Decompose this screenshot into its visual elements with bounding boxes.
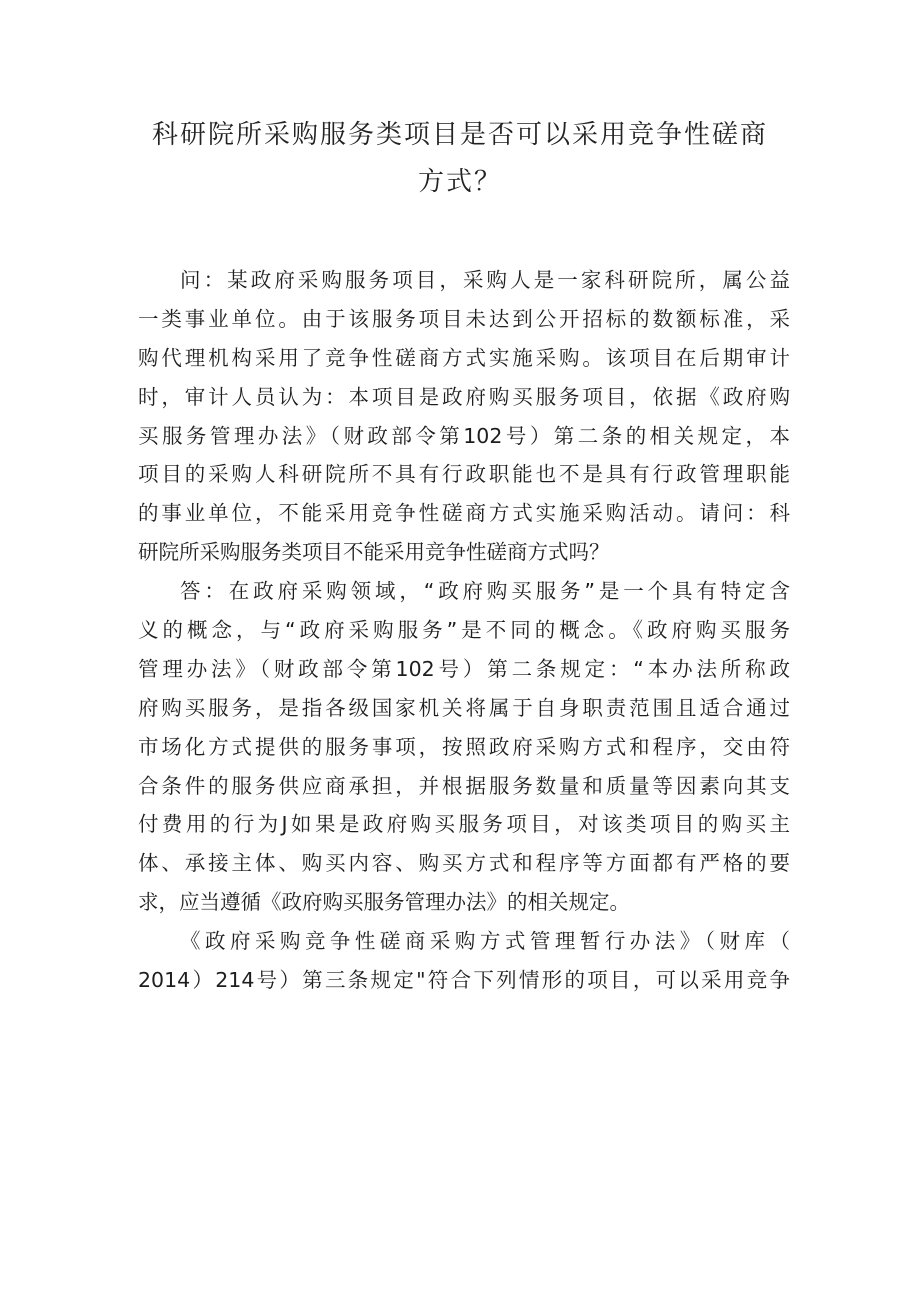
question-line: 项目的采购人科研院所不具有行政职能也不是具有行政管理职能 — [138, 462, 790, 487]
answer-line: 求，应当遵循《政府购买服务管理办法》的相关规定。 — [138, 890, 630, 915]
title-line-1: 科研院所采购服务类项目是否可以采用竞争性磋商 — [151, 120, 768, 150]
question-line: 问：某政府采购服务项目，采购人是一家科研院所，属公益 — [180, 268, 790, 292]
answer-line: 市场化方式提供的服务事项，按照政府采购方式和程序，交由符 — [138, 734, 790, 759]
question-line: 研院所采购服务类项目不能采用竞争性磋商方式吗？ — [138, 540, 610, 565]
question-line: 一类事业单位。由于该服务项目未达到公开招标的数额标准，采 — [138, 306, 790, 331]
answer-line: 义的概念，与“政府采购服务”是不同的概念。《政府购买服务 — [138, 618, 790, 643]
regulation-line: 2014）214号）第三条规定"符合下列情形的项目，可以采用竞争 — [138, 968, 790, 993]
answer-line: 合条件的服务供应商承担，并根据服务数量和质量等因素向其支 — [138, 773, 790, 798]
answer-line: 答：在政府采购领域，“政府购买服务”是一个具有特定含 — [180, 579, 790, 604]
title-line-2: 方式？ — [417, 167, 502, 197]
answer-line: 体、承接主体、购买内容、购买方式和程序等方面都有严格的要 — [138, 851, 790, 876]
answer-line: 付费用的行为J如果是政府购买服务项目，对该类项目的购买主 — [138, 812, 790, 837]
regulation-line: 《政府采购竞争性磋商采购方式管理暂行办法》（财库（ — [180, 929, 790, 954]
answer-line: 管理办法》（财政部令第102号）第二条规定：“本办法所称政 — [138, 656, 790, 681]
question-line: 时，审计人员认为：本项目是政府购买服务项目，依据《政府购 — [138, 384, 790, 409]
question-line: 买服务管理办法》（财政部令第102号）第二条的相关规定，本 — [138, 423, 790, 448]
question-line: 购代理机构采用了竞争性磋商方式实施采购。该项目在后期审计 — [138, 345, 790, 370]
document-title — [130, 112, 790, 206]
answer-line: 府购买服务，是指各级国家机关将属于自身职责范围且适合通过 — [138, 695, 790, 720]
document-body — [138, 261, 790, 1000]
question-line: 的事业单位，不能采用竞争性磋商方式实施采购活动。请问：科 — [138, 501, 790, 526]
